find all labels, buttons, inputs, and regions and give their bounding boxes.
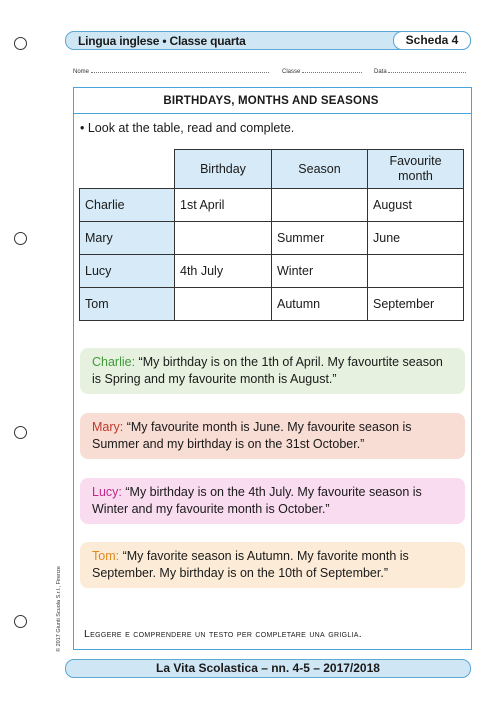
worksheet-title: BIRTHDAYS, MONTHS AND SEASONS (163, 95, 379, 107)
name-line (73, 67, 269, 75)
sentence-text-lucy: “My birthday is on the 4th July. My favourite season is Winter and my favourite month is October.” (92, 485, 422, 516)
table-header-season: Season (271, 149, 368, 189)
table-row-name-mary: Mary (79, 221, 175, 255)
instruction: • Look at the table, read and complete. (80, 121, 295, 135)
sentence-tom (80, 542, 465, 588)
table-cell-charlie-birthday: 1st April (174, 188, 272, 222)
table-header-favourite-month: Favourite month (367, 149, 464, 189)
binder-hole-1 (14, 37, 27, 50)
sentence-text-mary: “My favourite month is June. My favourite season is Summer and my birthday is on the 31st October.” (92, 420, 412, 451)
table-cell-mary-season: Summer (271, 221, 368, 255)
title-divider (73, 113, 472, 114)
speaker-lucy: Lucy: (92, 485, 122, 499)
table-row-name-tom: Tom (79, 287, 175, 321)
table-cell-mary-birthday[interactable] (174, 221, 272, 255)
date-line (374, 67, 466, 75)
class-blank[interactable] (302, 67, 362, 73)
table-row-name-lucy: Lucy (79, 254, 175, 288)
table-cell-charlie-month: August (367, 188, 464, 222)
binder-hole-4 (14, 615, 27, 628)
sentence-charlie (80, 348, 465, 394)
table-cell-tom-month: September (367, 287, 464, 321)
table-header-birthday: Birthday (174, 149, 272, 189)
name-blank[interactable] (91, 67, 269, 73)
table-row-name-charlie: Charlie (79, 188, 175, 222)
footer-bar: La Vita Scolastica – nn. 4-5 – 2017/2018 (65, 659, 471, 678)
class-line (282, 67, 362, 75)
class-label: Classe (282, 69, 301, 75)
speaker-charlie: Charlie: (92, 355, 136, 369)
learning-goal-caption: Leggere e comprendere un testo per completare una griglia. (84, 628, 362, 640)
name-label: Nome (73, 69, 90, 75)
sheet-label: Scheda 4 (393, 31, 471, 50)
sentence-text-tom: “My favorite season is Autumn. My favorite month is September. My birthday is on the 10th of September.” (92, 549, 409, 580)
speaker-tom: Tom: (92, 549, 120, 563)
date-blank[interactable] (388, 67, 466, 73)
binder-hole-2 (14, 232, 27, 245)
header-bar (65, 31, 471, 50)
table-cell-tom-season: Autumn (271, 287, 368, 321)
table-cell-lucy-birthday: 4th July (174, 254, 272, 288)
table-cell-lucy-month[interactable] (367, 254, 464, 288)
date-label: Data (374, 69, 387, 75)
subject-title: Lingua inglese • Classe quarta (78, 34, 246, 48)
binder-hole-3 (14, 426, 27, 439)
table-cell-mary-month: June (367, 221, 464, 255)
speaker-mary: Mary: (92, 420, 124, 434)
table-cell-tom-birthday[interactable] (174, 287, 272, 321)
sentence-mary (80, 413, 465, 459)
sentence-text-charlie: “My birthday is on the 1th of April. My favourtite season is Spring and my favourite month is August.” (92, 355, 443, 386)
copyright-text: © 2017 Giunti Scuola S.r.l., Firenze (56, 566, 62, 652)
sentence-lucy (80, 478, 465, 524)
table-cell-charlie-season[interactable] (271, 188, 368, 222)
table-cell-lucy-season: Winter (271, 254, 368, 288)
